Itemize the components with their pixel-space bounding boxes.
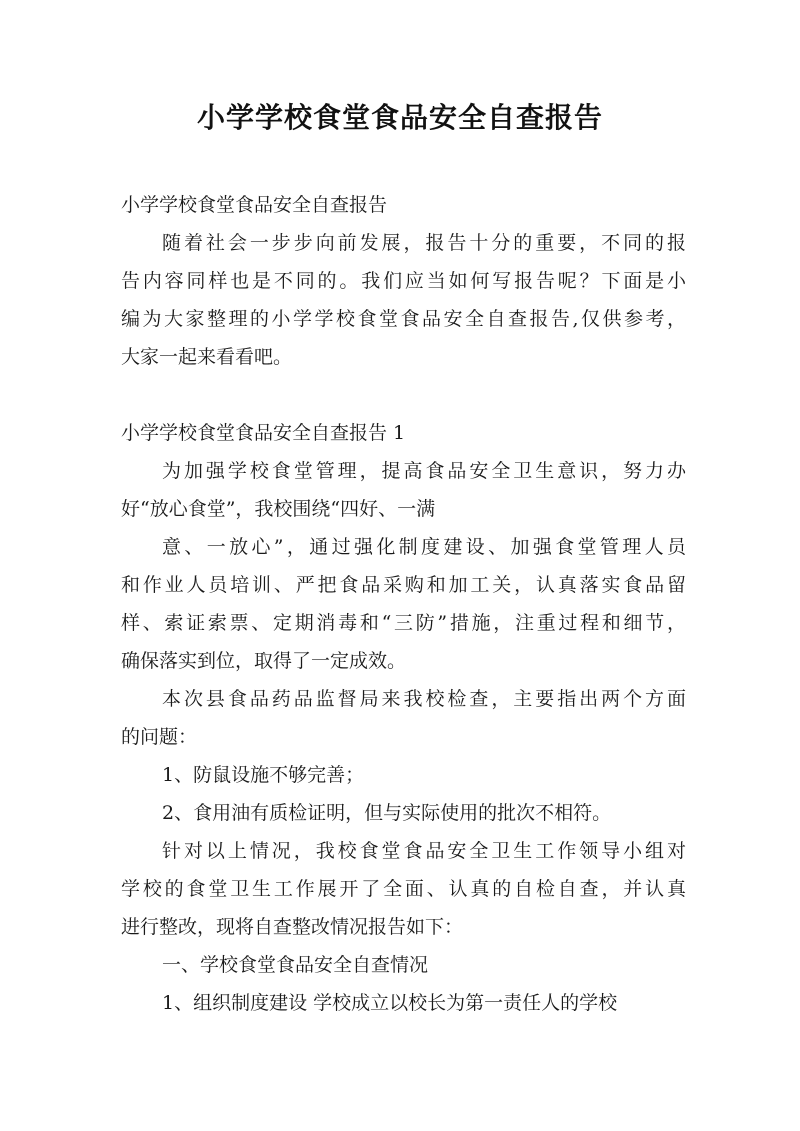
paragraph-spacer	[121, 376, 686, 414]
paragraph-line: 为加强学校食堂管理，提高食品安全卫生意识，努力办	[162, 460, 686, 482]
paragraph-line: 的问题：	[121, 726, 198, 748]
paragraph-line: 编为大家整理的小学学校食堂食品安全自查报告,仅供参考，	[121, 308, 686, 330]
paragraph-line: 告内容同样也是不同的。我们应当如何写报告呢？下面是小	[121, 270, 686, 292]
document-title: 小学学校食堂食品安全自查报告	[196, 101, 603, 134]
paragraph-line: 针对以上情况，我校食堂食品安全卫生工作领导小组对	[162, 840, 686, 862]
paragraph-line: 进行整改，现将自查整改情况报告如下：	[121, 916, 464, 938]
paragraph-line: 学校的食堂卫生工作展开了全面、认真的自检自查，并认真	[121, 878, 686, 900]
paragraph-line: 本次县食品药品监督局来我校检查，主要指出两个方面	[162, 688, 686, 710]
list-item: 2、食用油有质检证明，但与实际使用的批次不相符。	[162, 802, 612, 824]
paragraph-line: 样、索证索票、定期消毒和“三防”措施，注重过程和细节，	[121, 612, 686, 634]
paragraph-line: 大家一起来看看吧。	[121, 346, 293, 368]
paragraph-line: 和作业人员培训、严把食品采购和加工关，认真落实食品留	[121, 574, 686, 596]
section-heading: 小学学校食堂食品安全自查报告 1	[121, 422, 406, 444]
paragraph-line: 意、一放心”，通过强化制度建设、加强食堂管理人员	[162, 536, 686, 558]
list-item: 1、防鼠设施不够完善；	[162, 764, 365, 786]
subtitle-line: 小学学校食堂食品安全自查报告	[121, 194, 388, 216]
paragraph-line: 1、组织制度建设 学校成立以校长为第一责任人的学校	[162, 992, 618, 1014]
paragraph-line: 随着社会一步步向前发展，报告十分的重要，不同的报	[162, 232, 686, 254]
paragraph-line: 好“放心食堂”，我校围绕“四好、一满	[121, 498, 436, 520]
document-body	[121, 186, 686, 1022]
section-heading: 一、学校食堂食品安全自查情况	[162, 954, 429, 976]
paragraph-line: 确保落实到位，取得了一定成效。	[121, 650, 407, 672]
